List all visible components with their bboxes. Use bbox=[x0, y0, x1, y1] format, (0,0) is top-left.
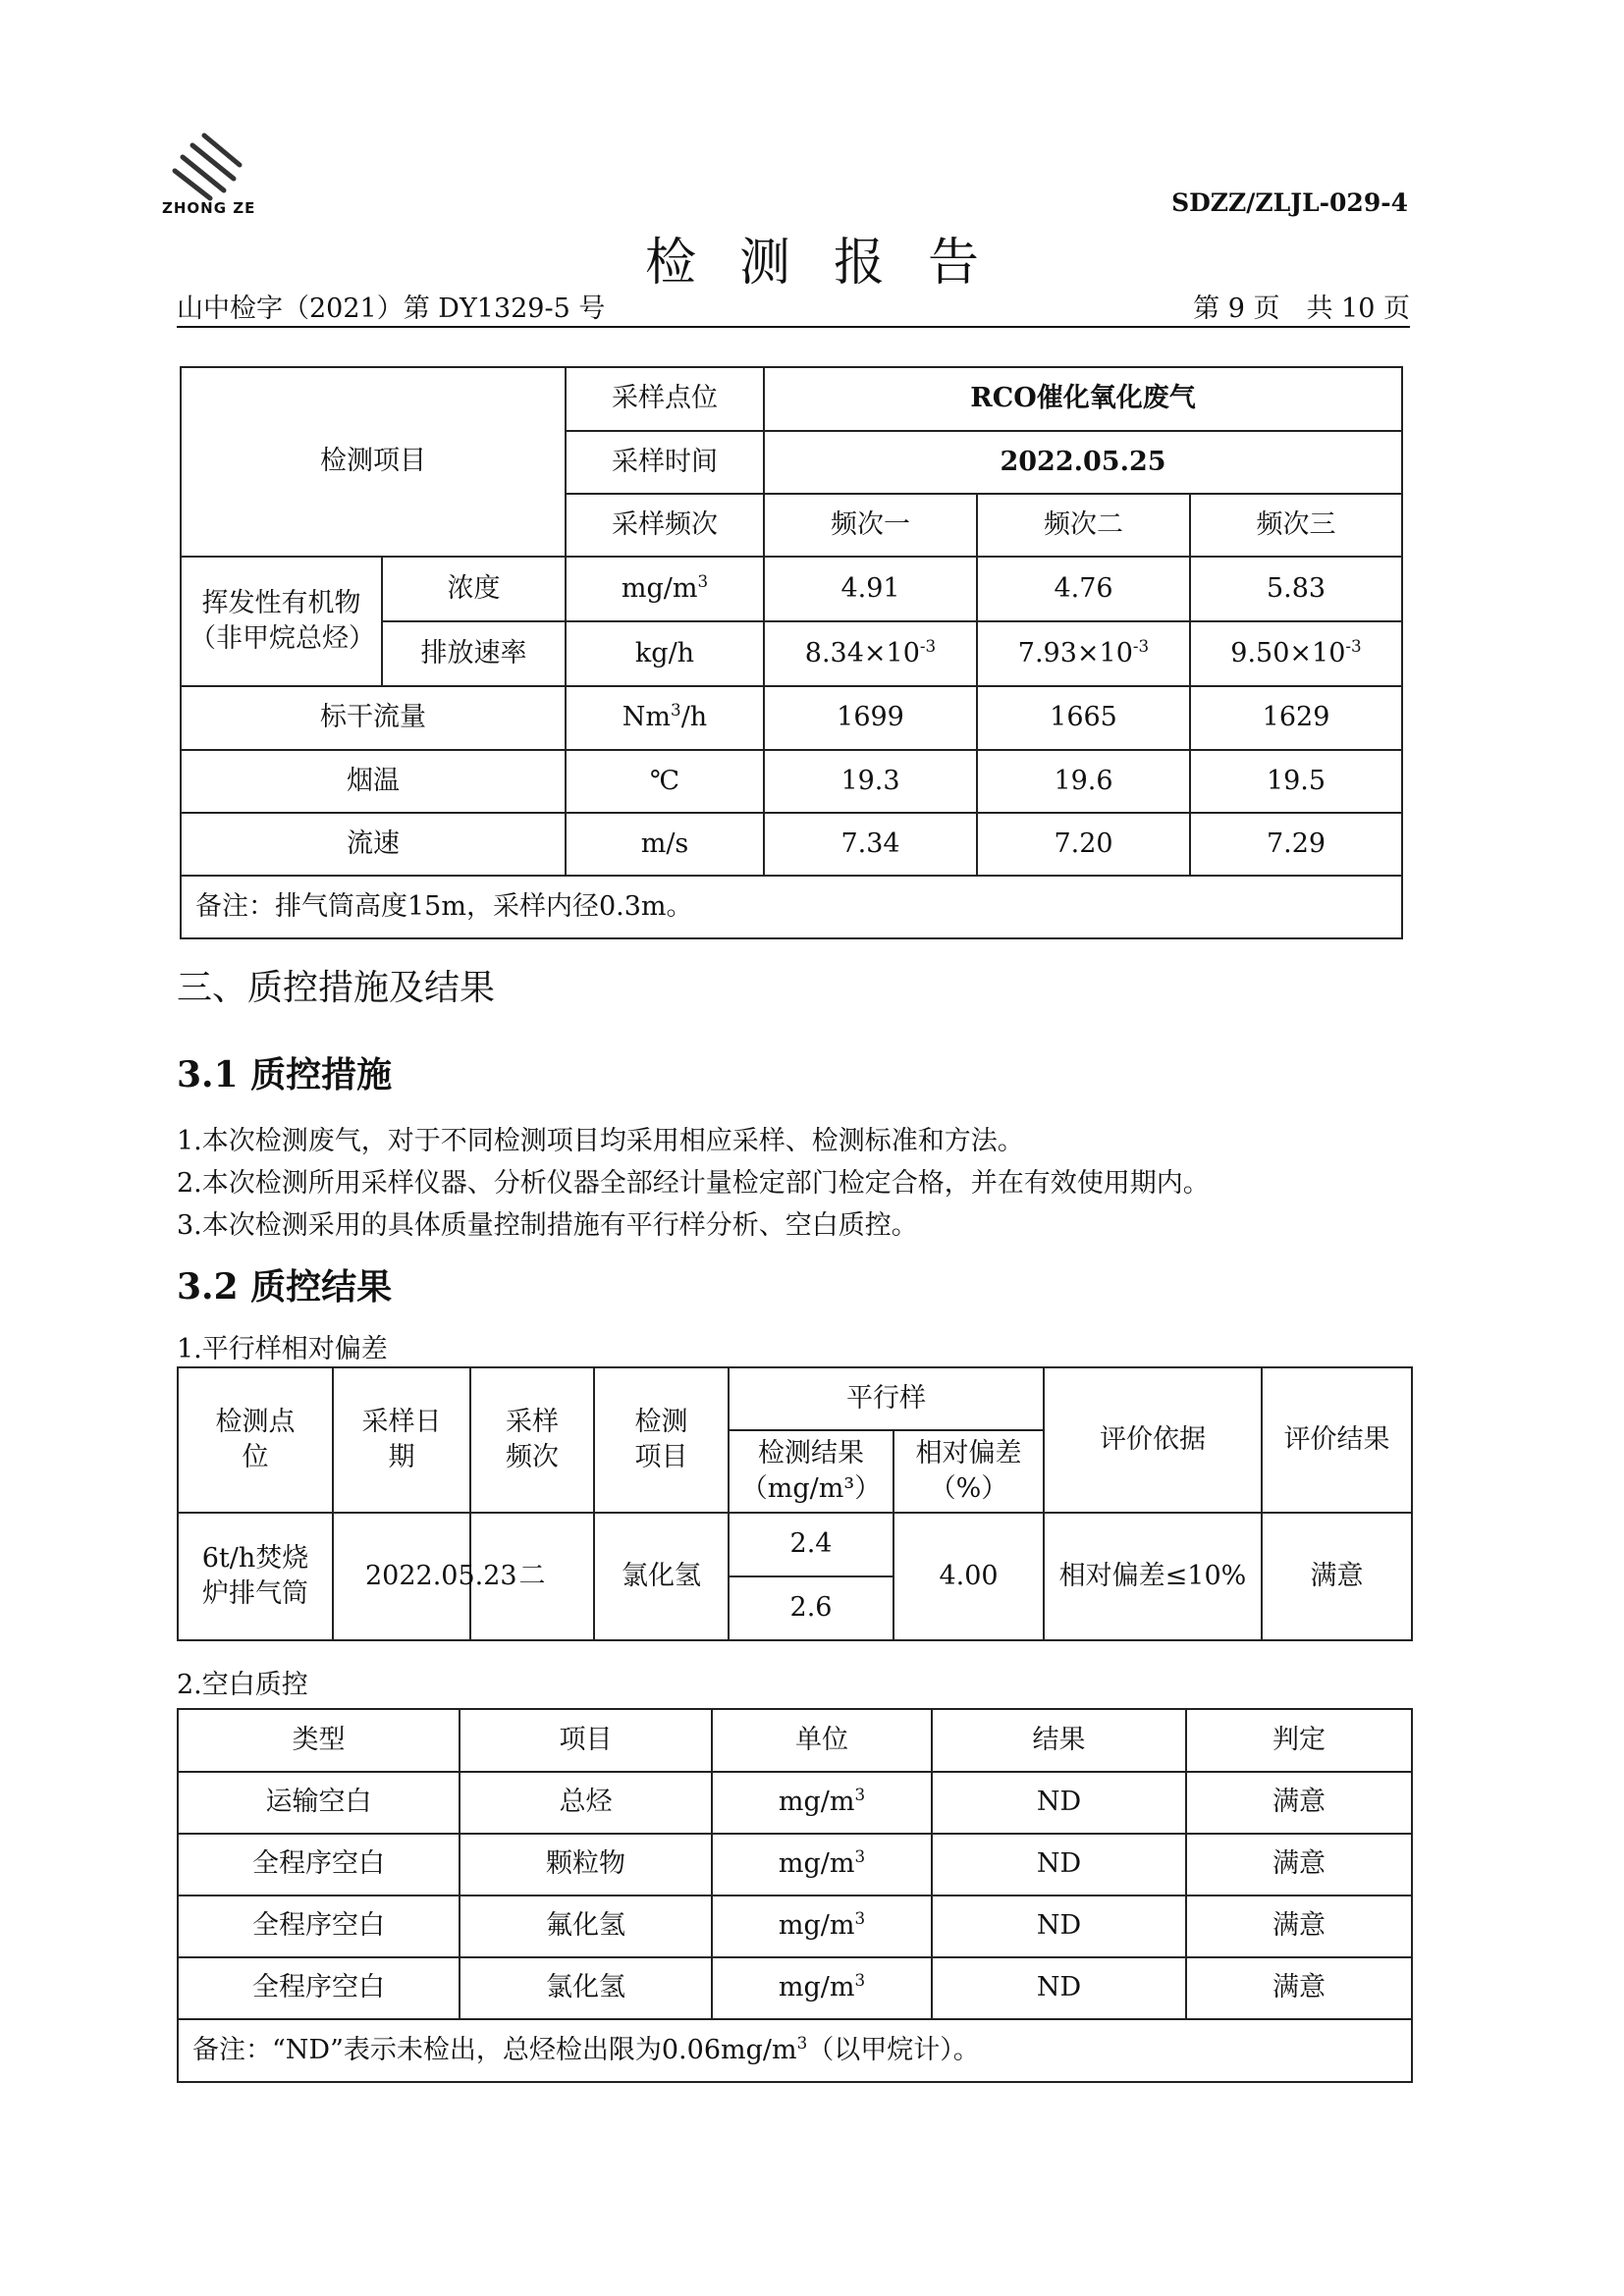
judge-cell: 满意 bbox=[1186, 1957, 1412, 2019]
item-cell: 氯化氢 bbox=[594, 1513, 729, 1640]
table-row bbox=[178, 1772, 1412, 1834]
basis-cell: 相对偏差≤10% bbox=[1044, 1513, 1262, 1640]
paragraph: 1.本次检测废气，对于不同检测项目均采用相应采样、检测标准和方法。 bbox=[177, 1126, 1024, 1156]
site-cell: RCO催化氧化废气 bbox=[764, 367, 1402, 431]
document-code: SDZZ/ZLJL-029-4 bbox=[1171, 188, 1408, 217]
table-row bbox=[178, 1834, 1412, 1896]
note-cell: 备注：“ND”表示未检出，总烃检出限为$0.06mg/m^3$（以甲烷计）。 bbox=[178, 2019, 1412, 2082]
date-cell: 2022.05.25 bbox=[764, 431, 1402, 494]
label-cell: 采样时间 bbox=[566, 431, 764, 494]
row-label-cell: 烟温 bbox=[181, 750, 566, 813]
voc-name-cell: 挥发性有机物（非甲烷总烃） bbox=[181, 557, 382, 686]
header-cell: 采样频次 bbox=[470, 1367, 594, 1513]
value-cell: 1699 bbox=[764, 686, 977, 750]
emission-results-table bbox=[180, 366, 1403, 939]
table-row bbox=[178, 1367, 1412, 1430]
note-cell: 备注：排气筒高度15m，采样内径0.3m。 bbox=[181, 876, 1402, 938]
item-cell: 颗粒物 bbox=[460, 1834, 712, 1896]
header-cell: 类型 bbox=[178, 1709, 460, 1772]
sub-heading: 1.平行样相对偏差 bbox=[177, 1334, 388, 1364]
freq-cell: 频次三 bbox=[1190, 494, 1402, 557]
item-cell: 总烃 bbox=[460, 1772, 712, 1834]
date-cell: 2022.05.23 bbox=[333, 1513, 470, 1640]
unit-cell: $mg/m^3$ bbox=[712, 1957, 932, 2019]
table-row bbox=[181, 686, 1402, 750]
subsection-heading: 3.2 质控结果 bbox=[177, 1266, 393, 1308]
judge-cell: 满意 bbox=[1186, 1772, 1412, 1834]
header-cell: 相对偏差 （%） bbox=[893, 1430, 1044, 1513]
report-title: 检测报告 bbox=[644, 234, 1022, 293]
table-row bbox=[178, 2019, 1412, 2082]
result-cell: ND bbox=[932, 1957, 1186, 2019]
type-cell: 运输空白 bbox=[178, 1772, 460, 1834]
page-number: 第 9 页 共 10 页 bbox=[1193, 294, 1410, 324]
header-cell: 单位 bbox=[712, 1709, 932, 1772]
unit-cell: $mg/m^3$ bbox=[712, 1834, 932, 1896]
item-cell: 氯化氢 bbox=[460, 1957, 712, 2019]
unit-cell: $mg/m^3$ bbox=[566, 557, 764, 621]
table-row bbox=[178, 1709, 1412, 1772]
row-label-cell: 流速 bbox=[181, 813, 566, 876]
header-cell: 评价依据 bbox=[1044, 1367, 1262, 1513]
value-cell: $7.93\times 10^{-3}$ bbox=[977, 621, 1190, 686]
freq-cell: 频次二 bbox=[977, 494, 1190, 557]
result-cell: ND bbox=[932, 1896, 1186, 1957]
unit-cell: m/s bbox=[566, 813, 764, 876]
report-number: 山中检字（2021）第 DY1329-5 号 bbox=[177, 294, 606, 324]
value-cell: 19.6 bbox=[977, 750, 1190, 813]
unit-cell: Nm$^3$/h bbox=[566, 686, 764, 750]
header-cell: 评价结果 bbox=[1262, 1367, 1412, 1513]
outcome-cell: 满意 bbox=[1262, 1513, 1412, 1640]
unit-cell: $mg/m^3$ bbox=[712, 1772, 932, 1834]
label-cell: 采样频次 bbox=[566, 494, 764, 557]
unit-cell: kg/h bbox=[566, 621, 764, 686]
table-row bbox=[181, 367, 1402, 431]
table-row bbox=[178, 1896, 1412, 1957]
judge-cell: 满意 bbox=[1186, 1834, 1412, 1896]
judge-cell: 满意 bbox=[1186, 1896, 1412, 1957]
header-cell: 检测点位 bbox=[178, 1367, 333, 1513]
site-cell: 6t/h焚烧炉排气筒 bbox=[178, 1513, 333, 1640]
freq-cell: 二 bbox=[470, 1513, 594, 1640]
table-row bbox=[181, 750, 1402, 813]
header-cell: 判定 bbox=[1186, 1709, 1412, 1772]
header-cell: 采样日期 bbox=[333, 1367, 470, 1513]
table-row bbox=[181, 557, 1402, 621]
paragraph: 3.本次检测采用的具体质量控制措施有平行样分析、空白质控。 bbox=[177, 1210, 918, 1241]
value-cell: 2.6 bbox=[729, 1576, 893, 1640]
value-cell: 1665 bbox=[977, 686, 1190, 750]
header-cell: 结果 bbox=[932, 1709, 1186, 1772]
value-cell: 4.76 bbox=[977, 557, 1190, 621]
result-cell: ND bbox=[932, 1772, 1186, 1834]
header-cell: 平行样 bbox=[729, 1367, 1044, 1430]
value-cell: 4.91 bbox=[764, 557, 977, 621]
header-cell: 项目 bbox=[460, 1709, 712, 1772]
value-cell: 4.00 bbox=[893, 1513, 1044, 1640]
table-row bbox=[178, 1957, 1412, 2019]
logo-text: ZHONG ZE bbox=[162, 199, 256, 217]
blank-qc-table bbox=[177, 1708, 1413, 2083]
value-cell: 1629 bbox=[1190, 686, 1402, 750]
paragraph: 2.本次检测所用采样仪器、分析仪器全部经计量检定部门检定合格，并在有效使用期内。 bbox=[177, 1168, 1210, 1199]
type-cell: 全程序空白 bbox=[178, 1957, 460, 2019]
sub-label-cell: 排放速率 bbox=[382, 621, 566, 686]
row-label-cell: 标干流量 bbox=[181, 686, 566, 750]
unit-cell: ℃ bbox=[566, 750, 764, 813]
item-header-cell: 检测项目 bbox=[181, 367, 566, 557]
value-cell: 19.3 bbox=[764, 750, 977, 813]
table-row bbox=[181, 876, 1402, 938]
subsection-heading: 3.1 质控措施 bbox=[177, 1054, 393, 1095]
type-cell: 全程序空白 bbox=[178, 1834, 460, 1896]
table-row bbox=[178, 1513, 1412, 1576]
header-divider bbox=[177, 326, 1410, 328]
unit-cell: $mg/m^3$ bbox=[712, 1896, 932, 1957]
value-cell: 7.29 bbox=[1190, 813, 1402, 876]
type-cell: 全程序空白 bbox=[178, 1896, 460, 1957]
sub-label-cell: 浓度 bbox=[382, 557, 566, 621]
value-cell: $9.50\times 10^{-3}$ bbox=[1190, 621, 1402, 686]
parallel-sample-table bbox=[177, 1366, 1413, 1641]
header-cell: 检测结果 （mg/m³） bbox=[729, 1430, 893, 1513]
result-cell: ND bbox=[932, 1834, 1186, 1896]
value-cell: 7.20 bbox=[977, 813, 1190, 876]
sub-heading: 2.空白质控 bbox=[177, 1670, 308, 1700]
value-cell: $8.34\times 10^{-3}$ bbox=[764, 621, 977, 686]
freq-cell: 频次一 bbox=[764, 494, 977, 557]
item-cell: 氟化氢 bbox=[460, 1896, 712, 1957]
value-cell: 2.4 bbox=[729, 1513, 893, 1576]
value-cell: 5.83 bbox=[1190, 557, 1402, 621]
header-cell: 检测项目 bbox=[594, 1367, 729, 1513]
section-heading: 三、质控措施及结果 bbox=[177, 968, 496, 1008]
table-row bbox=[181, 813, 1402, 876]
value-cell: 7.34 bbox=[764, 813, 977, 876]
value-cell: 19.5 bbox=[1190, 750, 1402, 813]
label-cell: 采样点位 bbox=[566, 367, 764, 431]
